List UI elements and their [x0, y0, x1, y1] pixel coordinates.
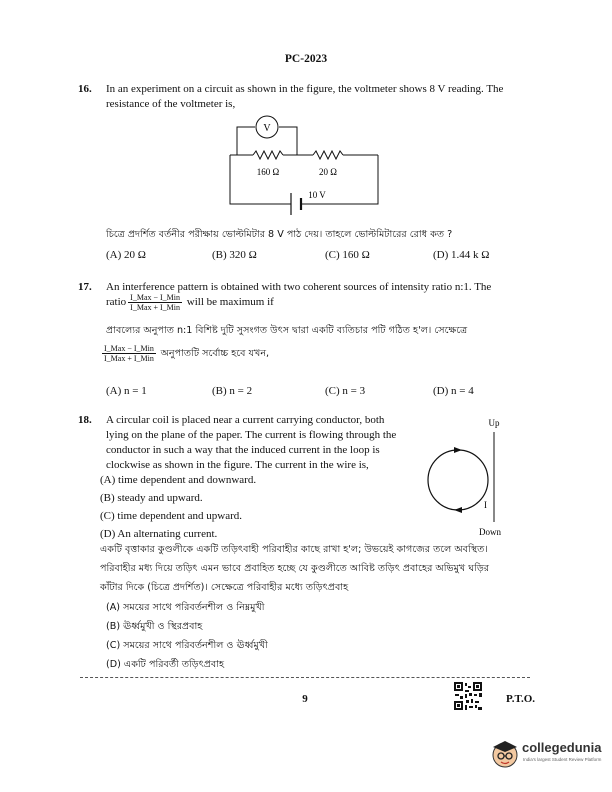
q17-option-c: (C) n = 3	[325, 385, 366, 397]
q18-coil-figure	[420, 414, 535, 540]
q16-option-d: (D) 1.44 k Ω	[433, 249, 490, 261]
q18-option-en-b: (B) steady and upward.	[100, 492, 203, 504]
q18-text-en-line-1: A circular coil is placed near a current carrying conductor, both	[106, 414, 385, 426]
q18-option-bn-c: (C) সময়ের সাথে পরিবর্তনশীল ও ঊর্ধ্বমুখী	[106, 640, 268, 651]
q16-text-en-1: In an experiment on a circuit as shown in the figure, the voltmeter shows 8 V reading. The	[106, 83, 504, 95]
q17-bn-fraction-denominator: I_Max + I_Min	[104, 354, 154, 364]
resistor-20	[313, 151, 343, 159]
circular-coil	[428, 450, 488, 510]
q18-text-en-line-3: conductor in such a way that the induced current in the loop is	[106, 444, 380, 456]
q17-bn-fraction	[102, 344, 156, 363]
q18-option-en-d: (D) An alternating current.	[100, 528, 218, 540]
qr-code-icon	[453, 681, 483, 711]
q18-text-bn-line-1: একটি বৃত্তাকার কুণ্ডলীকে একটি তড়িৎবাহী পরিবাহীর কাছে রাখা হ'ল; উভয়েই কাগজের তলে অবস্থিত।	[100, 544, 488, 555]
q18-number: 18.	[78, 414, 92, 426]
circuit-wire-top-left	[237, 127, 255, 155]
q17-text-bn-1: প্রাবল্যের অনুপাত n:1 বিশিষ্ট দুটি সুসংগত উৎস দ্বারা একটি ব্যতিচার পটি গঠিত হ'ল। সেক্ষেত্রে	[106, 325, 468, 336]
q16-option-b: (B) 320 Ω	[212, 249, 257, 261]
q17-option-d: (D) n = 4	[433, 385, 474, 397]
q17-number: 17.	[78, 281, 92, 293]
q16-option-a: (A) 20 Ω	[106, 249, 146, 261]
figure-down-label: Down	[479, 527, 501, 537]
footer-divider	[80, 677, 530, 678]
paper-code: PC-2023	[284, 53, 328, 65]
battery-label: 10 V	[308, 190, 326, 200]
q18-text-bn-line-2: পরিবাহীর মধ্য দিয়ে তড়িৎ এমন ভাবে প্রবাহিত হচ্ছে যে কুণ্ডলীতে আবিষ্ট তড়িৎ প্রবাহের অভিমুখ ঘড়ির	[100, 563, 490, 574]
q16-text-en-2: resistance of the voltmeter is,	[106, 98, 236, 110]
figure-up-label: Up	[488, 418, 500, 428]
q17-text-en-2: will be maximum if	[186, 296, 274, 309]
q16-circuit-diagram	[225, 114, 385, 224]
q18-option-bn-d: (D) একটি পরিবর্তী তড়িৎপ্রবাহ	[106, 659, 225, 670]
q18-option-en-a: (A) time dependent and downward.	[100, 474, 257, 486]
q18-text-en	[106, 413, 426, 473]
q18-options-en	[100, 473, 256, 545]
collegedunia-logo	[490, 735, 605, 775]
q17-bn-fraction-numerator: I_Max − I_Min	[104, 344, 154, 353]
pto-label: P.T.O.	[506, 693, 536, 705]
q17-bn-ratio-line	[100, 344, 269, 363]
page-number: 9	[302, 693, 308, 705]
logo-text: collegedunia	[522, 740, 602, 755]
q16-text-bn: চিত্রে প্রদর্শিত বর্তনীর পরীক্ষায় ভোল্টমিটার 8 V পাঠ দেয়। তাহলে ভোল্টমিটারের রোধ কত ?	[106, 229, 453, 240]
q18-option-en-c: (C) time dependent and upward.	[100, 510, 243, 522]
circuit-wire-top-right	[279, 127, 297, 155]
q17-ratio-line	[106, 293, 274, 312]
coil-direction-arrow-top	[454, 447, 462, 453]
q18-options-bn	[106, 602, 268, 678]
q18-option-bn-b: (B) ঊর্ধ্বমুখী ও স্থিরপ্রবাহ	[106, 621, 203, 632]
q17-text-en-1: An interference pattern is obtained with two coherent sources of intensity ratio n:1. The	[106, 281, 492, 293]
q17-fraction-numerator: I_Max − I_Min	[130, 293, 181, 302]
q16-number: 16.	[78, 83, 92, 95]
q18-text-bn	[100, 544, 540, 601]
coil-direction-arrow-bottom	[454, 507, 462, 513]
q17-ratio-word: ratio	[106, 296, 127, 309]
resistor-160	[253, 151, 283, 159]
q18-option-bn-a: (A) সময়ের সাথে পরিবর্তনশীল ও নিম্নমুখী	[106, 602, 265, 613]
voltmeter-label: V	[263, 123, 271, 134]
logo-tagline: India's largest Student Review Platform	[523, 757, 602, 762]
circuit-wire-bottom-left	[230, 155, 291, 204]
q18-text-en-line-4: clockwise as shown in the figure. The current in the wire is,	[106, 459, 369, 471]
q17-text-bn-2: অনুপাতটি সর্বোচ্চ হবে যখন,	[160, 348, 270, 360]
q18-text-bn-line-3: কাঁটার দিকে (চিত্রে প্রদর্শিত)। সেক্ষেত্রে পরিবাহীর মধ্যে তড়িৎপ্রবাহ	[100, 582, 349, 593]
q17-option-b: (B) n = 2	[212, 385, 253, 397]
q18-text-en-line-2: lying on the plane of the paper. The current is flowing through the	[106, 429, 397, 441]
figure-current-label: I	[484, 500, 487, 510]
q17-fraction	[128, 293, 182, 312]
resistor-160-label: 160 Ω	[256, 167, 280, 177]
resistor-20-label: 20 Ω	[319, 167, 337, 177]
logo-mascot-icon	[490, 738, 520, 768]
q17-option-a: (A) n = 1	[106, 385, 147, 397]
q17-fraction-denominator: I_Max + I_Min	[130, 303, 181, 313]
q16-option-c: (C) 160 Ω	[325, 249, 370, 261]
